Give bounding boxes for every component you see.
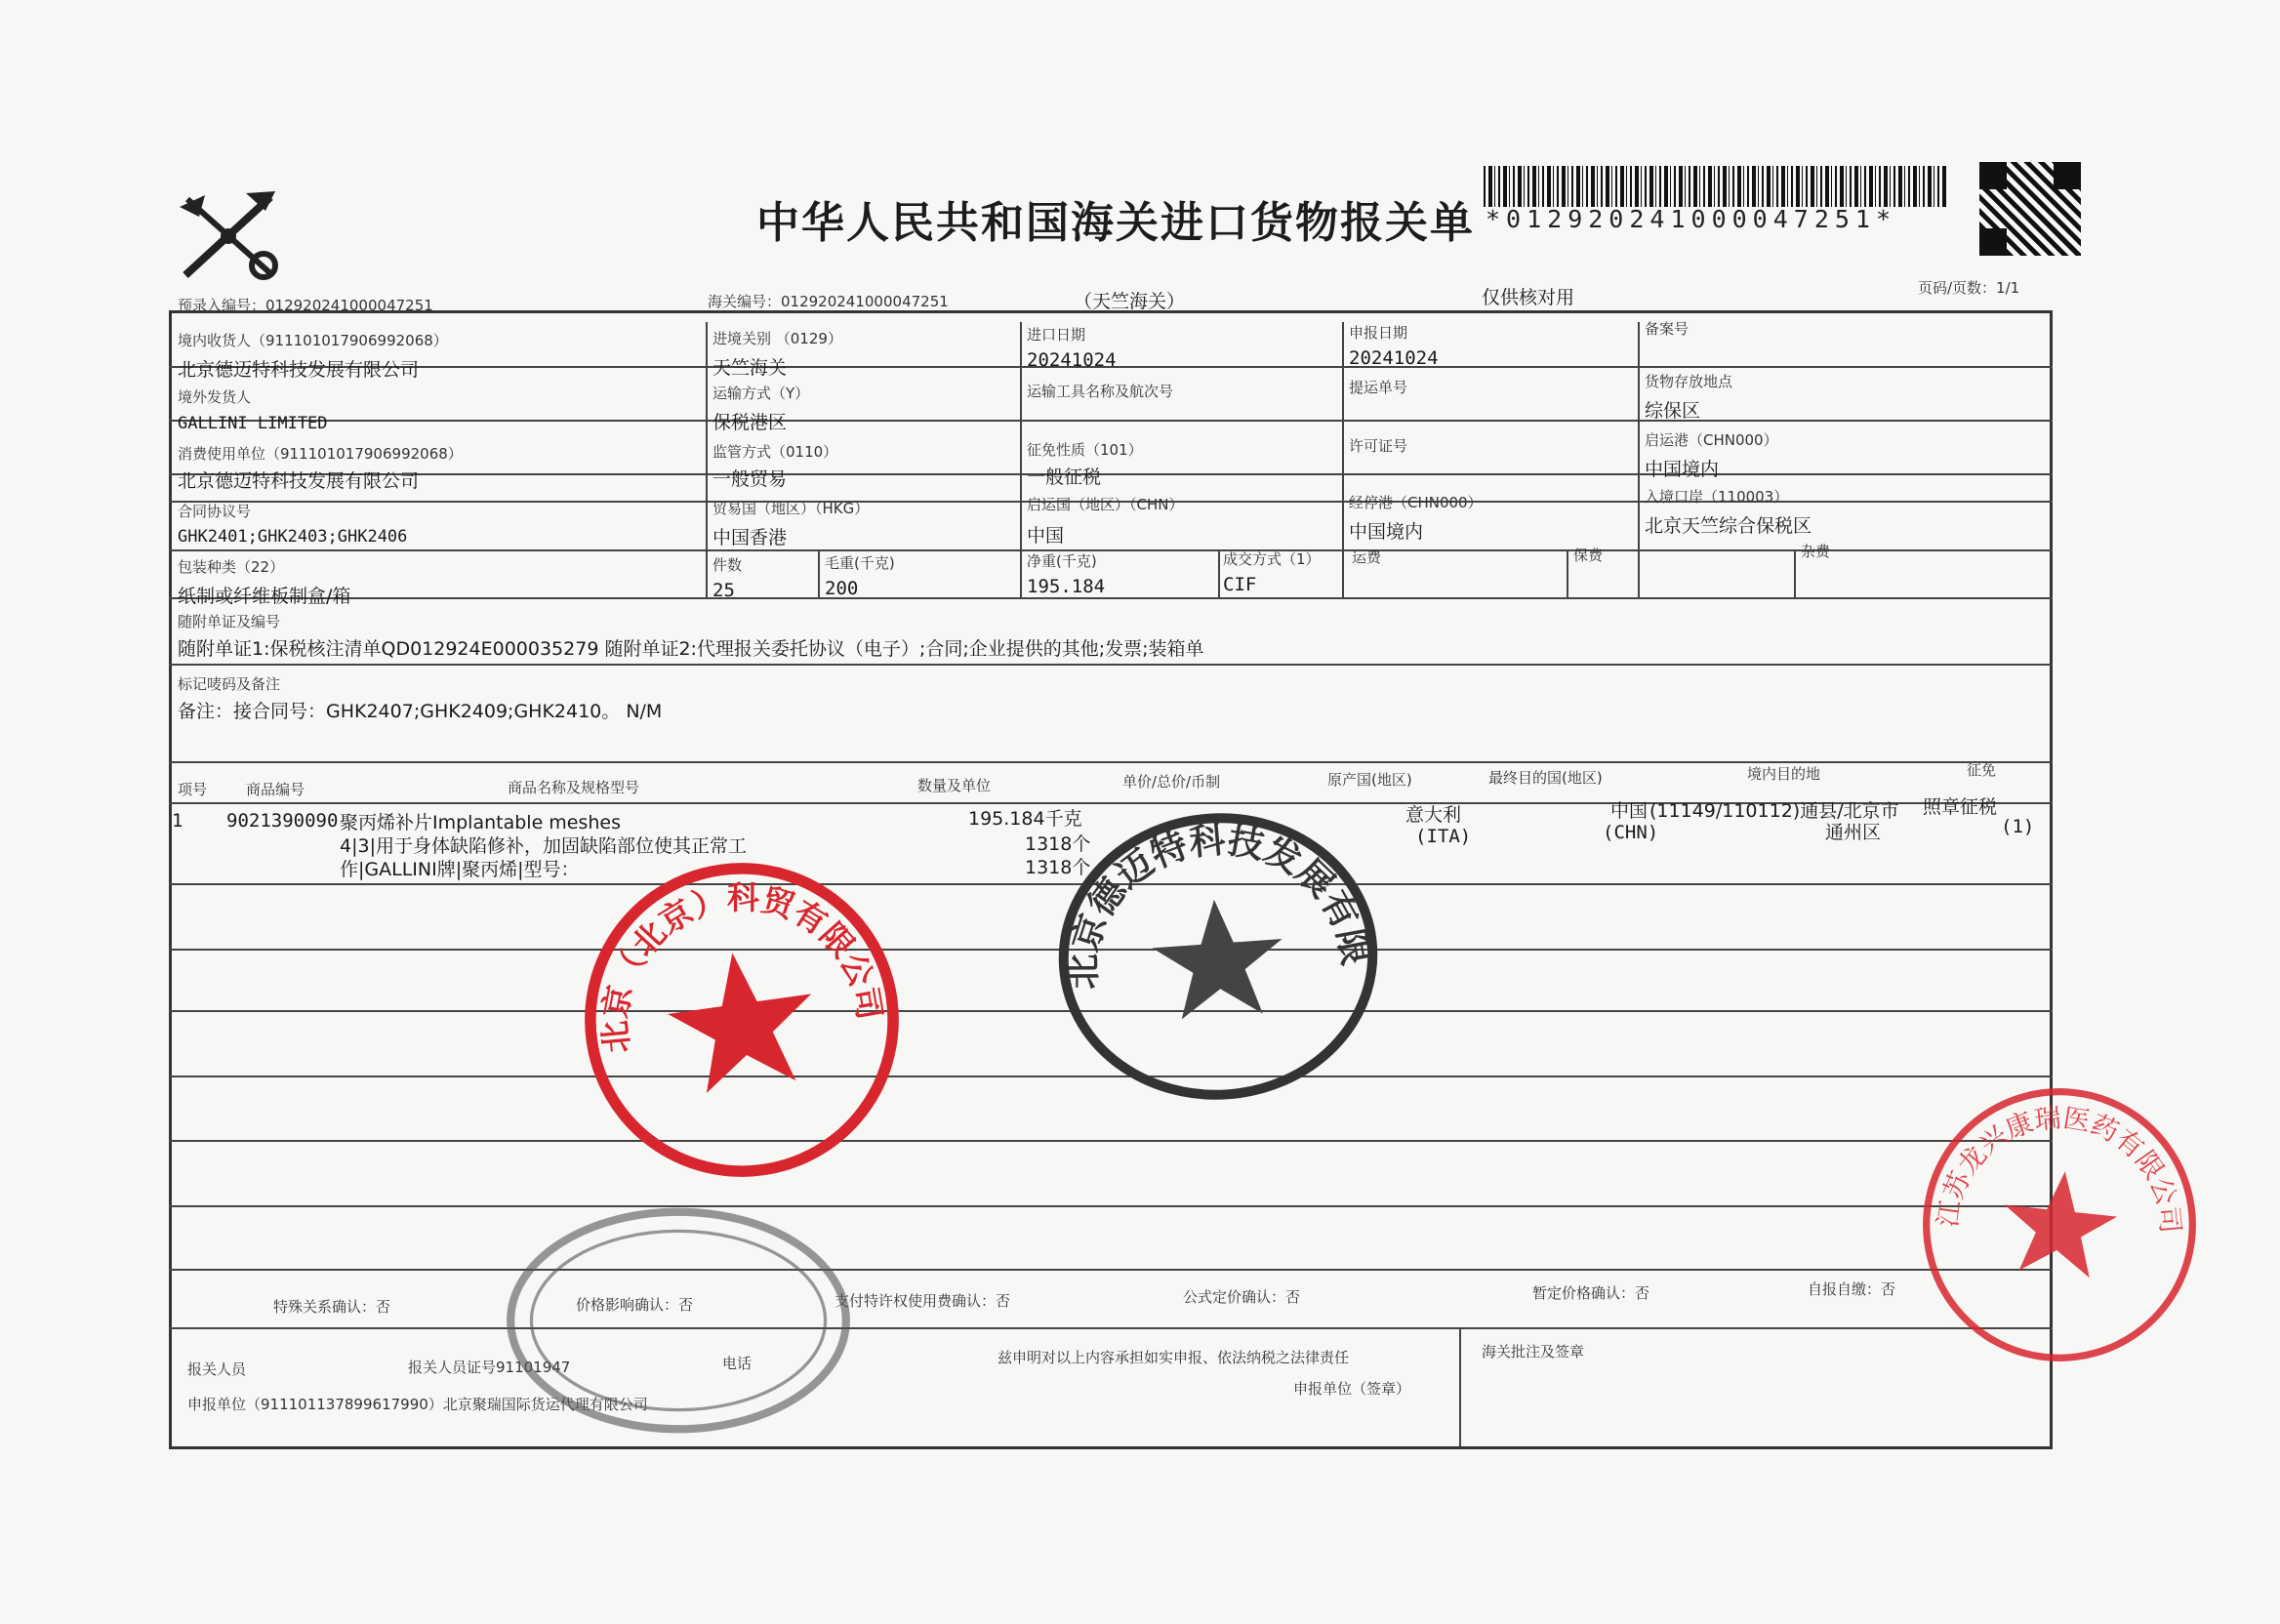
goods-col-levy: 征免 (1967, 761, 1997, 779)
goods-item-domestic-2: 通州区 (1825, 822, 1882, 843)
deal-mode-label: 成交方式（1） (1223, 550, 1321, 568)
misc-fee-label: 杂费 (1801, 543, 1831, 560)
goods-item-domestic: (11149/110112)通县/北京市 (1649, 800, 1899, 822)
red-inspection-seal (1904, 1070, 2216, 1381)
storage-value: 综保区 (1645, 400, 1701, 422)
price-impact-confirm: 价格影响确认：否 (576, 1296, 694, 1314)
origin-country-label: 启运国（地区）（CHN） (1027, 496, 1184, 513)
transit-port-label: 经停港（CHN000） (1349, 494, 1483, 511)
verify-only-label: 仅供核对用 (1482, 287, 1575, 308)
goods-item-code: 9021390090 (226, 810, 339, 832)
svg-text:江苏龙兴康瑞医药有限公司: 江苏龙兴康瑞医药有限公司 (1932, 1102, 2186, 1235)
attached-docs-label: 随附单证及编号 (178, 613, 281, 630)
page-number: 页码/页数：1/1 (1918, 279, 2020, 297)
net-weight-value: 195.184 (1027, 576, 1106, 597)
consumer-label: 消费使用单位（911101017906992068） (178, 445, 463, 463)
gray-customs-seal (503, 1198, 854, 1442)
customs-emblem-icon (178, 187, 285, 285)
red-company-seal (560, 838, 924, 1202)
pieces-label: 件数 (712, 556, 743, 574)
supervision-label: 监管方式（0110） (712, 443, 838, 461)
import-date-label: 进口日期 (1027, 326, 1086, 344)
consumer-value: 北京德迈特科技发展有限公司 (178, 470, 420, 492)
goods-item-levy-code: (1) (2001, 816, 2035, 837)
goods-item-qty-1: 195.184千克 (968, 808, 1082, 830)
gross-weight-value: 200 (825, 578, 859, 599)
trade-country-label: 贸易国（地区）（HKG） (712, 500, 870, 517)
contract-label: 合同协议号 (178, 503, 252, 520)
shipper-label: 境外发货人 (178, 388, 252, 406)
goods-item-name-3: 作|GALLINI牌|聚丙烯|型号： (340, 859, 580, 880)
customs-name: （天竺海关） (1074, 291, 1186, 312)
marks-label: 标记唛码及备注 (178, 675, 281, 693)
package-value: 纸制或纤维板制盒/箱 (178, 586, 351, 607)
goods-item-origin-code: (ITA) (1415, 826, 1472, 847)
transport-value: 保税港区 (712, 412, 788, 433)
goods-item-qty-2: 1318个 (1025, 833, 1091, 855)
formula-price-confirm: 公式定价确认：否 (1183, 1288, 1301, 1306)
consignee-value: 北京德迈特科技发展有限公司 (178, 359, 420, 381)
special-relation-confirm: 特殊关系确认：否 (273, 1298, 391, 1316)
contract-value: GHK2401;GHK2403;GHK2406 (178, 527, 408, 547)
black-company-seal (1042, 799, 1394, 1115)
goods-col-origin: 原产国(地区) (1327, 771, 1412, 789)
entry-point-value: 北京天竺综合保税区 (1645, 515, 1812, 537)
royalty-confirm: 支付特许权使用费确认：否 (835, 1292, 1011, 1310)
self-pay-confirm: 自报自缴：否 (1808, 1280, 1896, 1298)
declarant-label: 报关人员 (187, 1360, 247, 1378)
goods-item-levy: 照章征税 (1923, 796, 1998, 818)
svg-text:北京德迈特科技发展有限公司: 北京德迈特科技发展有限公司 (1041, 798, 1377, 990)
storage-label: 货物存放地点 (1645, 373, 1733, 390)
insurance-label: 保费 (1573, 547, 1604, 564)
customs-number: 海关编号：012920241000047251 (708, 293, 949, 310)
license-label: 许可证号 (1349, 437, 1408, 455)
declare-statement: 兹申明对以上内容承担如实申报、依法纳税之法律责任 (998, 1349, 1350, 1366)
provisional-price-confirm: 暂定价格确认：否 (1532, 1284, 1650, 1302)
package-label: 包装种类（22） (178, 558, 285, 576)
goods-col-dest: 最终目的国(地区) (1488, 769, 1603, 787)
shipper-value: GALLINI LIMITED (178, 414, 328, 433)
vehicle-label: 运输工具名称及航次号 (1027, 383, 1174, 400)
customs-remarks-label: 海关批注及签章 (1482, 1343, 1585, 1360)
freight-label: 运费 (1352, 548, 1382, 566)
goods-col-domestic: 境内目的地 (1747, 765, 1821, 783)
entry-port-label: 进境关别 （0129） (712, 330, 842, 347)
marks-value: 备注：接合同号：GHK2407;GHK2409;GHK2410。 N/M (178, 701, 663, 722)
import-date-value: 20241024 (1027, 349, 1117, 371)
entry-point-label: 入境口岸（110003） (1645, 488, 1789, 506)
bl-label: 提运单号 (1349, 379, 1408, 396)
trade-country-value: 中国香港 (712, 527, 788, 548)
consignee-label: 境内收货人（911101017906992068） (178, 332, 448, 349)
barcode-text: *012920241000047251* (1486, 205, 1897, 233)
declare-date-value: 20241024 (1349, 347, 1439, 369)
svg-text:北京（北京）科贸有限公司: 北京（北京）科贸有限公司 (595, 878, 890, 1055)
depart-port-value: 中国境内 (1645, 459, 1720, 480)
goods-col-name: 商品名称及规格型号 (508, 779, 640, 796)
deal-mode-value: CIF (1223, 574, 1257, 595)
goods-col-price: 单价/总价/币制 (1122, 773, 1221, 791)
transport-label: 运输方式（Y） (712, 385, 810, 402)
goods-item-dest: 中国 (1610, 800, 1649, 822)
preentry-number: 预录入编号：012920241000047251 (178, 297, 433, 314)
net-weight-label: 净重(千克) (1027, 552, 1097, 570)
record-label: 备案号 (1645, 320, 1690, 338)
barcode (1484, 166, 1947, 207)
goods-item-name-1: 聚丙烯补片Implantable meshes (340, 812, 622, 833)
goods-item-no: 1 (172, 810, 183, 832)
attached-docs-value: 随附单证1:保税核注清单QD012924E000035279 随附单证2:代理报关委托协议（电子）;合同;企业提供的其他;发票;装箱单 (178, 638, 1204, 660)
goods-item-dest-code: (CHN) (1603, 822, 1659, 843)
depart-port-label: 启运港（CHN000） (1645, 431, 1778, 449)
qr-code-icon (1979, 162, 2081, 256)
pieces-value: 25 (712, 580, 735, 601)
gross-weight-label: 毛重(千克) (825, 554, 895, 572)
declare-unit-sign: 申报单位（签章） (1293, 1380, 1411, 1398)
declare-date-label: 申报日期 (1349, 324, 1408, 342)
goods-col-qty: 数量及单位 (917, 777, 992, 794)
levy-value: 一般征税 (1027, 467, 1102, 488)
page-title: 中华人民共和国海关进口货物报关单 (756, 198, 1475, 248)
goods-col-code: 商品编号 (246, 781, 305, 798)
goods-item-name-2: 4|3|用于身体缺陷修补，加固缺陷部位使其正常工 (340, 835, 747, 857)
goods-col-no: 项号 (178, 781, 208, 798)
declare-unit: 申报单位（911101137899617990）北京聚瑞国际货运代理有限公司 (187, 1396, 648, 1413)
entry-port-value: 天竺海关 (712, 357, 788, 379)
transit-port-value: 中国境内 (1349, 521, 1424, 543)
supervision-value: 一般贸易 (712, 468, 788, 490)
goods-item-qty-3: 1318个 (1025, 857, 1091, 878)
phone-label: 电话 (722, 1355, 753, 1372)
goods-item-origin: 意大利 (1405, 804, 1462, 826)
levy-label: 征免性质（101） (1027, 441, 1143, 459)
declarant-cert: 报关人员证号91101947 (408, 1359, 571, 1376)
origin-country-value: 中国 (1027, 525, 1065, 547)
